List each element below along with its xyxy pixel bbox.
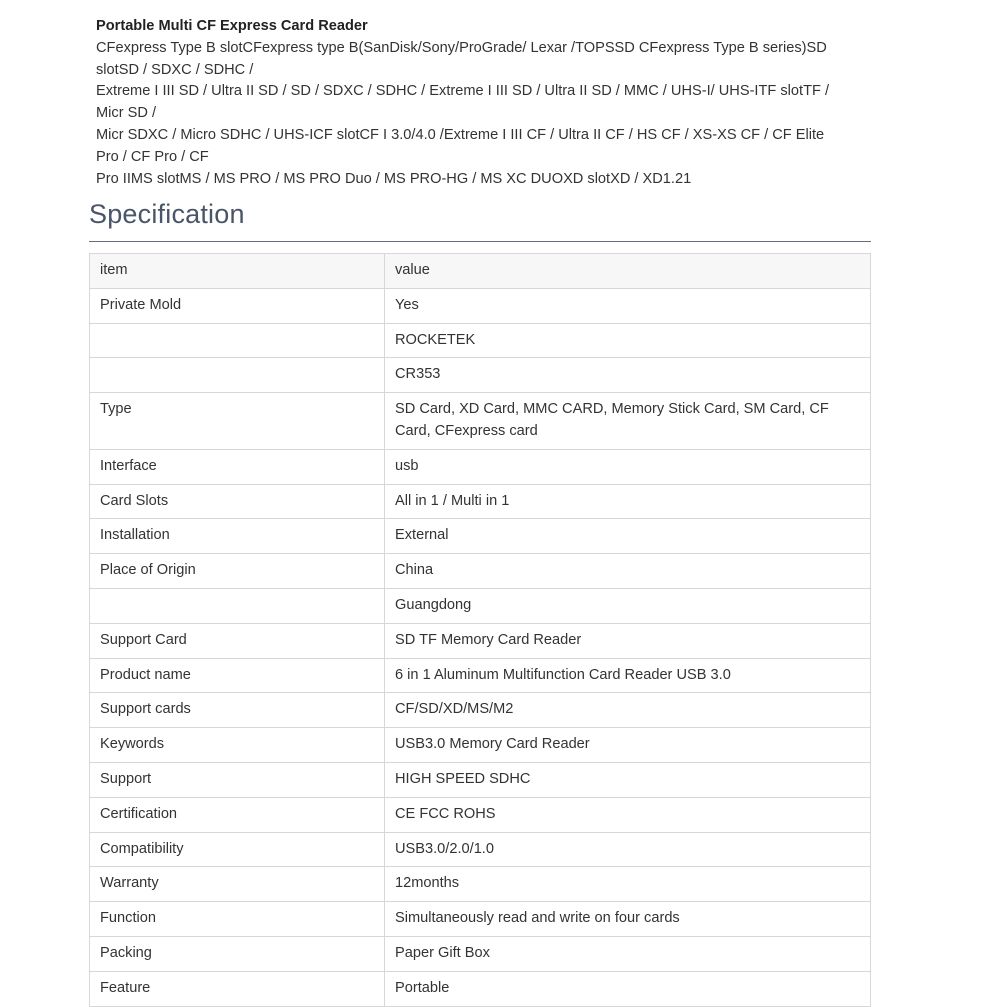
item-cell: Installation: [90, 519, 385, 554]
intro-line: Pro / CF Pro / CF: [96, 148, 209, 165]
item-cell: Private Mold: [90, 288, 385, 323]
table-row: [90, 832, 871, 867]
table-row: [90, 797, 871, 832]
value-cell: ROCKETEK: [385, 323, 871, 358]
table-row: [90, 902, 871, 937]
value-cell: CF/SD/XD/MS/M2: [385, 693, 871, 728]
value-cell: China: [385, 554, 871, 589]
item-cell: Support cards: [90, 693, 385, 728]
intro-line: Micr SDXC / Micro SDHC / UHS-ICF slotCF I 3.0/4.0 /Extreme I III CF / Ultra II CF / HS CF / XS-XS CF / CF Elite: [96, 126, 825, 143]
value-cell: HIGH SPEED SDHC: [385, 762, 871, 797]
value-cell: USB3.0 Memory Card Reader: [385, 728, 871, 763]
table-row: [90, 323, 871, 358]
item-cell: Keywords: [90, 728, 385, 763]
intro-line: Micr SD /: [96, 105, 156, 122]
specification-heading: Specification: [89, 199, 245, 229]
table-row: [90, 693, 871, 728]
table-row: [90, 449, 871, 484]
value-cell: Yes: [385, 288, 871, 323]
heading-divider: [89, 241, 871, 242]
product-intro: [96, 16, 866, 190]
item-cell: Feature: [90, 971, 385, 1006]
intro-line: slotSD / SDXC / SDHC /: [96, 61, 254, 78]
table-row: [90, 588, 871, 623]
table-row: [90, 484, 871, 519]
item-cell: Product name: [90, 658, 385, 693]
value-cell: Simultaneously read and write on four cards: [385, 902, 871, 937]
table-header-row: [90, 254, 871, 289]
intro-line: Pro IIMS slotMS / MS PRO / MS PRO Duo / MS PRO-HG / MS XC DUOXD slotXD / XD1.21: [96, 170, 692, 187]
item-cell: Interface: [90, 449, 385, 484]
table-row: [90, 519, 871, 554]
table-row: [90, 623, 871, 658]
item-cell: Certification: [90, 797, 385, 832]
table-row: [90, 358, 871, 393]
item-cell: [90, 588, 385, 623]
value-cell: 12months: [385, 867, 871, 902]
table-row: [90, 288, 871, 323]
intro-line: CFexpress Type B slotCFexpress type B(SanDisk/Sony/ProGrade/ Lexar /TOPSSD CFexpress Type B series)SD: [96, 39, 827, 56]
value-cell: All in 1 / Multi in 1: [385, 484, 871, 519]
value-cell: CE FCC ROHS: [385, 797, 871, 832]
value-cell: Guangdong: [385, 588, 871, 623]
value-cell: 6 in 1 Aluminum Multifunction Card Reader USB 3.0: [385, 658, 871, 693]
specification-table: [89, 253, 871, 1007]
item-cell: Compatibility: [90, 832, 385, 867]
table-row: [90, 658, 871, 693]
table-row: [90, 728, 871, 763]
table-row: [90, 762, 871, 797]
item-cell: Card Slots: [90, 484, 385, 519]
item-cell: Support Card: [90, 623, 385, 658]
value-cell: USB3.0/2.0/1.0: [385, 832, 871, 867]
item-cell: Warranty: [90, 867, 385, 902]
item-cell: [90, 323, 385, 358]
item-cell: Function: [90, 902, 385, 937]
item-cell: Type: [90, 393, 385, 450]
item-cell: Support: [90, 762, 385, 797]
value-cell: CR353: [385, 358, 871, 393]
item-cell: Place of Origin: [90, 554, 385, 589]
value-cell: External: [385, 519, 871, 554]
value-cell: Paper Gift Box: [385, 936, 871, 971]
item-cell: Packing: [90, 936, 385, 971]
header-item-cell: item: [90, 254, 385, 289]
header-value-cell: value: [385, 254, 871, 289]
value-cell: usb: [385, 449, 871, 484]
table-row: [90, 393, 871, 450]
value-cell: Portable: [385, 971, 871, 1006]
table-row: [90, 554, 871, 589]
intro-line: Extreme I III SD / Ultra II SD / SD / SDXC / SDHC / Extreme I III SD / Ultra II SD / MMC / UHS-I/ UHS-ITF slotTF /: [96, 83, 830, 100]
item-cell: [90, 358, 385, 393]
table-row: [90, 867, 871, 902]
value-cell: SD Card, XD Card, MMC CARD, Memory Stick Card, SM Card, CF Card, CFexpress card: [385, 393, 871, 450]
product-title: Portable Multi CF Express Card Reader: [96, 18, 368, 34]
table-row: [90, 936, 871, 971]
value-cell: SD TF Memory Card Reader: [385, 623, 871, 658]
